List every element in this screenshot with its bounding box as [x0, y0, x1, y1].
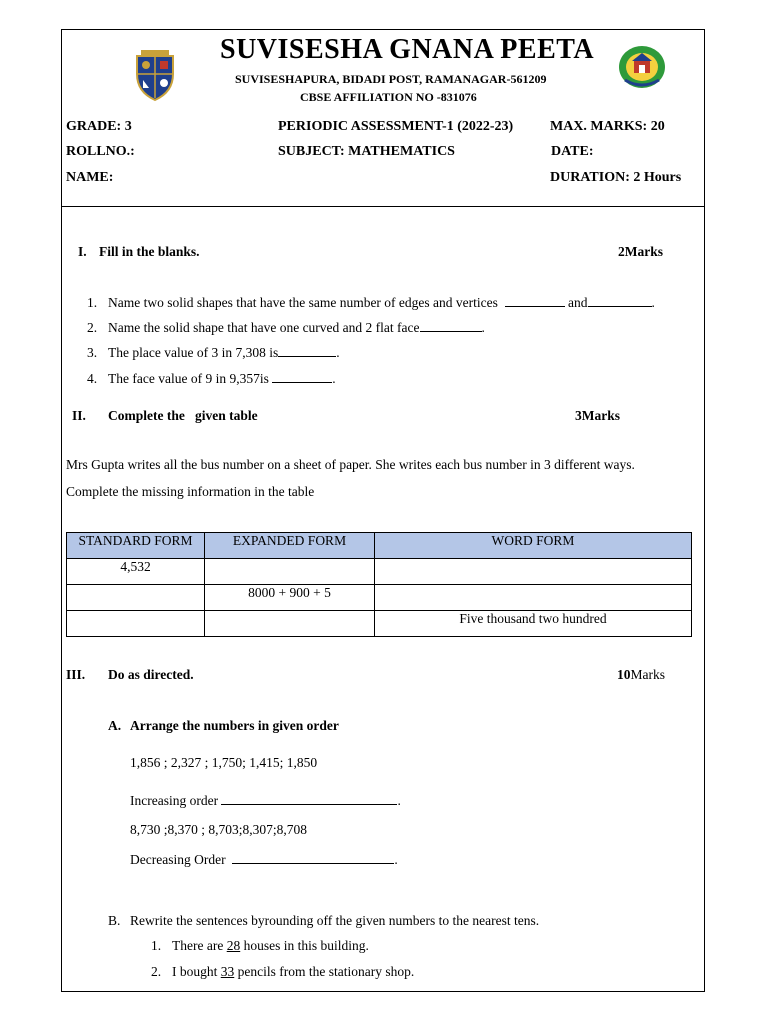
number-forms-table	[66, 532, 692, 637]
section1-number: I.	[78, 244, 87, 259]
table-cell[interactable]	[375, 559, 692, 585]
table-cell[interactable]	[67, 611, 205, 637]
b1-sentence: There are 28 houses in this building.	[172, 938, 369, 953]
grade-label: GRADE: 3	[66, 119, 132, 134]
section1-marks: 2Marks	[618, 244, 663, 259]
affiliation-number: CBSE AFFILIATION NO -831076	[300, 90, 477, 104]
section3-number: III.	[66, 667, 86, 682]
table-row	[67, 585, 692, 611]
school-name: SUVISESHA GNANA PEETA	[220, 34, 595, 65]
increasing-order-line: Increasing order .	[130, 793, 401, 808]
table-row	[67, 559, 692, 585]
part-a-label: A.	[108, 718, 122, 733]
max-marks: MAX. MARKS: 20	[550, 119, 665, 134]
header-divider	[61, 206, 704, 207]
duration-label: DURATION: 2 Hours	[550, 170, 682, 185]
assessment-title: PERIODIC ASSESSMENT-1 (2022-23)	[278, 119, 514, 134]
q4-text: The face value of 9 in 9,357is .	[108, 371, 336, 386]
part-b-label: B.	[108, 913, 121, 928]
q3-text: The place value of 3 in 7,308 is .	[108, 345, 340, 360]
section1-title: Fill in the blanks.	[99, 244, 200, 259]
table-cell[interactable]: Five thousand two hundred	[375, 611, 692, 637]
table-row	[67, 611, 692, 637]
b2-number: 2.	[151, 964, 162, 979]
rollno-label: ROLLNO.:	[66, 144, 135, 159]
section3-marks: 10Marks	[617, 667, 665, 682]
table-cell[interactable]	[205, 611, 375, 637]
section3-title: Do as directed.	[108, 667, 194, 682]
number-list-2: 8,730 ;8,370 ; 8,703;8,307;8,708	[130, 822, 308, 837]
table-header-row	[67, 533, 692, 559]
q4-number: 4.	[87, 371, 98, 386]
table-cell[interactable]	[205, 559, 375, 585]
q1-number: 1.	[87, 295, 98, 310]
b2-sentence: I bought 33 pencils from the stationary shop.	[172, 964, 415, 979]
section2-marks: 3Marks	[575, 408, 620, 423]
section2-intro-line1: Mrs Gupta writes all the bus number on a sheet of paper. She writes each bus number in 3 different ways.	[66, 457, 635, 472]
q3-number: 3.	[87, 345, 98, 360]
header-word-form: WORD FORM	[375, 533, 692, 559]
section2-intro-line2: Complete the missing information in the table	[66, 484, 315, 499]
b1-number: 1.	[151, 938, 162, 953]
section2-title: Complete the given table	[108, 408, 258, 423]
q2-number: 2.	[87, 320, 98, 335]
subject-label: SUBJECT: MATHEMATICS	[278, 144, 455, 159]
table-cell[interactable]: 8000 + 900 + 5	[205, 585, 375, 611]
school-address: SUVISESHAPURA, BIDADI POST, RAMANAGAR-561209	[235, 72, 547, 86]
decreasing-order-line: Decreasing Order .	[130, 852, 398, 867]
name-label: NAME:	[66, 170, 114, 185]
header-standard-form: STANDARD FORM	[67, 533, 205, 559]
date-label: DATE:	[551, 144, 594, 159]
q1-text: Name two solid shapes that have the same number of edges and vertices and .	[108, 295, 655, 310]
header-expanded-form: EXPANDED FORM	[205, 533, 375, 559]
section2-number: II.	[72, 408, 86, 423]
crest-logo	[133, 48, 177, 102]
part-b-title: Rewrite the sentences byrounding off the given numbers to the nearest tens.	[130, 913, 540, 928]
table-cell[interactable]: 4,532	[67, 559, 205, 585]
part-a-title: Arrange the numbers in given order	[130, 718, 339, 733]
table-cell[interactable]	[375, 585, 692, 611]
number-list-1: 1,856 ; 2,327 ; 1,750; 1,415; 1,850	[130, 755, 318, 770]
table-cell[interactable]	[67, 585, 205, 611]
q2-text: Name the solid shape that have one curved and 2 flat face .	[108, 320, 485, 335]
emblem-logo	[617, 44, 667, 90]
